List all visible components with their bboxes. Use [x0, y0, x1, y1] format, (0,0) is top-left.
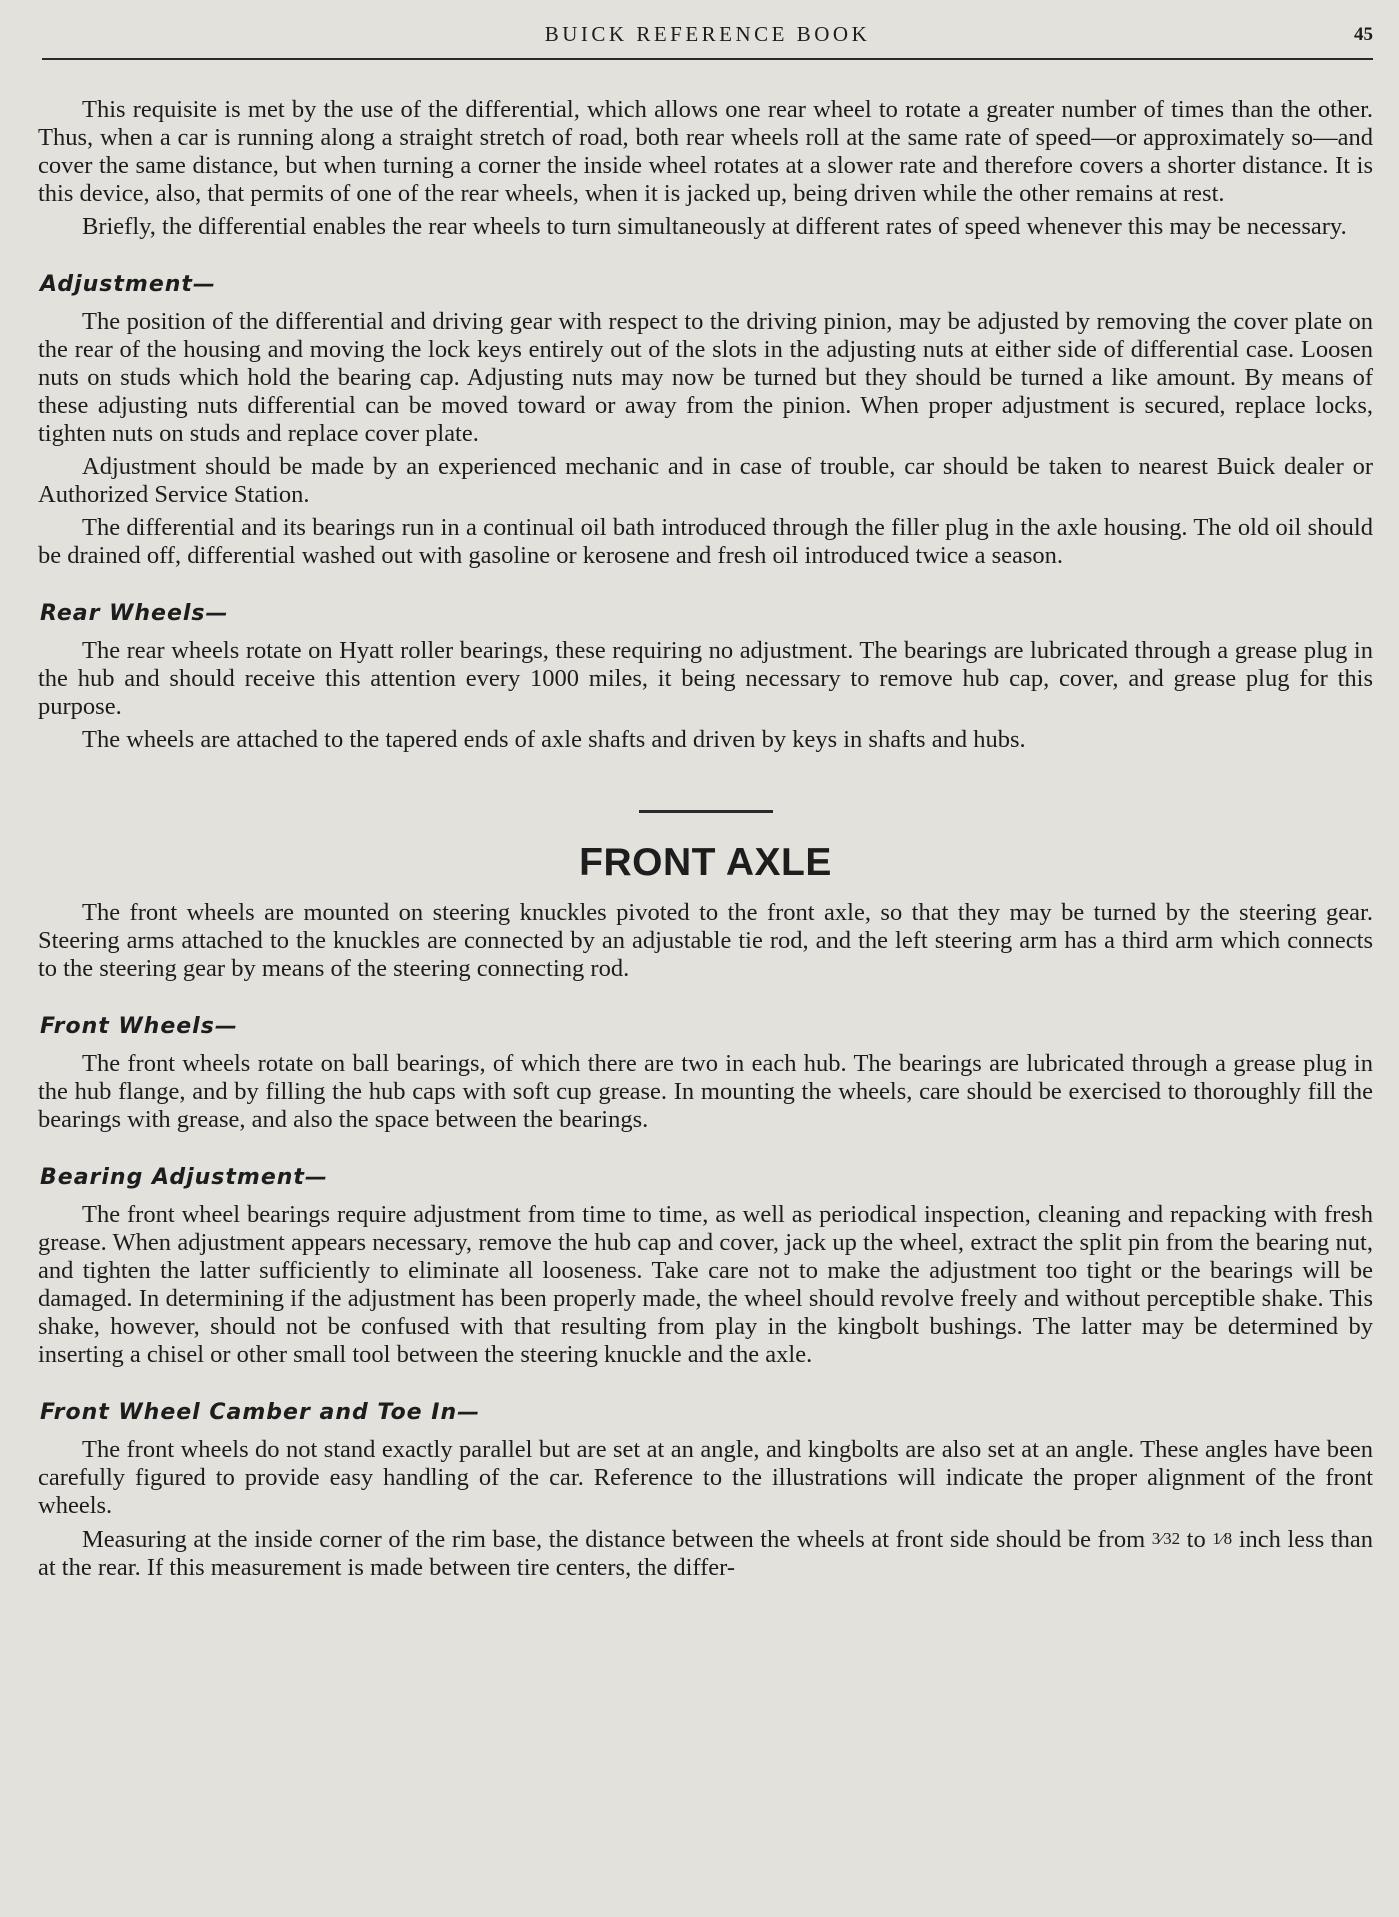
text-run: to — [1180, 1526, 1213, 1553]
fraction: 3⁄32 — [1151, 1529, 1181, 1548]
subheading-rear-wheels: Rear Wheels— — [40, 601, 229, 626]
section-divider — [639, 810, 773, 813]
running-header — [42, 0, 1373, 60]
paragraph: Adjustment should be made by an experienced mechanic and in case of trouble, car should be taken to nearest Buick dealer or Authorized Service Station. — [38, 453, 1373, 508]
paragraph: The front wheels rotate on ball bearings, of which there are two in each hub. The bearings are lubricated through a grease plug in the hub flange, and by filling the hub caps with soft cup grease. In mounting the wheels, care should be exercised to thoroughly fill the bearings with grease, and also the space between the bearings. — [38, 1050, 1373, 1133]
subheading-adjustment: Adjustment— — [40, 272, 216, 297]
page-content — [38, 60, 1373, 1582]
fraction: 1⁄8 — [1212, 1529, 1233, 1548]
paragraph: The front wheel bearings require adjustment from time to time, as well as periodical inspection, cleaning and repacking with fresh grease. When adjustment appears necessary, remove the hub cap and cover, jack up the wheel, extract the split pin from the bearing nut, and tighten the latter sufficiently to eliminate all looseness. Take care not to make the adjustment too tight or the bearings will be damaged. In determining if the adjustment has been properly made, the wheel should revolve freely and without perceptible shake. This shake, however, should not be confused with that resulting from play in the kingbolt bushings. The latter may be determined by inserting a chisel or other small tool between the steering knuckle and the axle. — [38, 1201, 1373, 1368]
paragraph: The rear wheels rotate on Hyatt roller bearings, these requiring no adjustment. The bearings are lubricated through a grease plug in the hub and should receive this attention every 1000 miles, it being necessary to remove hub cap, cover, and grease plug for this purpose. — [38, 637, 1373, 720]
section-title-front-axle: FRONT AXLE — [579, 841, 832, 884]
paragraph: The differential and its bearings run in a continual oil bath introduced through the filler plug in the axle housing. The old oil should be drained off, differential washed out with gasoline or kerosene and fresh oil introduced twice a season. — [38, 514, 1373, 569]
paragraph: This requisite is met by the use of the differential, which allows one rear wheel to rotate a greater number of times than the other. Thus, when a car is running along a straight stretch of road, both rear wheels roll at the same rate of speed—or approximately so—and cover the same distance, but when turning a corner the inside wheel rotates at a slower rate and therefore covers a shorter distance. It is this device, also, that permits of one of the rear wheels, when it is jacked up, being driven while the other remains at rest. — [38, 96, 1373, 207]
text-run: Measuring at the inside corner of the rim base, the distance between the wheels at front side should be from — [82, 1526, 1152, 1553]
paragraph — [38, 1525, 1373, 1582]
paragraph: The front wheels do not stand exactly parallel but are set at an angle, and kingbolts are also set at an angle. These angles have been carefully figured to provide easy handling of the car. Reference to the illustrations will indicate the proper alignment of the front wheels. — [38, 1436, 1373, 1519]
page-number: 45 — [1354, 24, 1373, 45]
paragraph: The front wheels are mounted on steering knuckles pivoted to the front axle, so that they may be turned by the steering gear. Steering arms attached to the knuckles are connected by an adjustable tie rod, and the left steering arm has a third arm which connects to the steering gear by means of the steering connecting rod. — [38, 899, 1373, 982]
subheading-front-wheels: Front Wheels— — [40, 1014, 238, 1039]
subheading-camber-toe-in: Front Wheel Camber and Toe In— — [40, 1400, 481, 1425]
paragraph: Briefly, the differential enables the rear wheels to turn simultaneously at different rates of speed whenever this may be necessary. — [82, 213, 1347, 240]
subheading-bearing-adjustment: Bearing Adjustment— — [40, 1165, 328, 1190]
paragraph: The wheels are attached to the tapered ends of axle shafts and driven by keys in shafts and hubs. — [82, 726, 1026, 753]
paragraph: The position of the differential and driving gear with respect to the driving pinion, may be adjusted by removing the cover plate on the rear of the housing and moving the lock keys entirely out of the slots in the adjusting nuts at either side of differential case. Loosen nuts on studs which hold the bearing cap. Adjusting nuts may now be turned but they should be turned a like amount. By means of these adjusting nuts differential can be moved toward or away from the pinion. When proper adjustment is secured, replace locks, tighten nuts on studs and replace cover plate. — [38, 308, 1373, 447]
running-title: BUICK REFERENCE BOOK — [544, 22, 871, 46]
text-run: inch less than at the rear. If this measurement is made between tire centers, the differ- — [38, 1526, 1373, 1581]
